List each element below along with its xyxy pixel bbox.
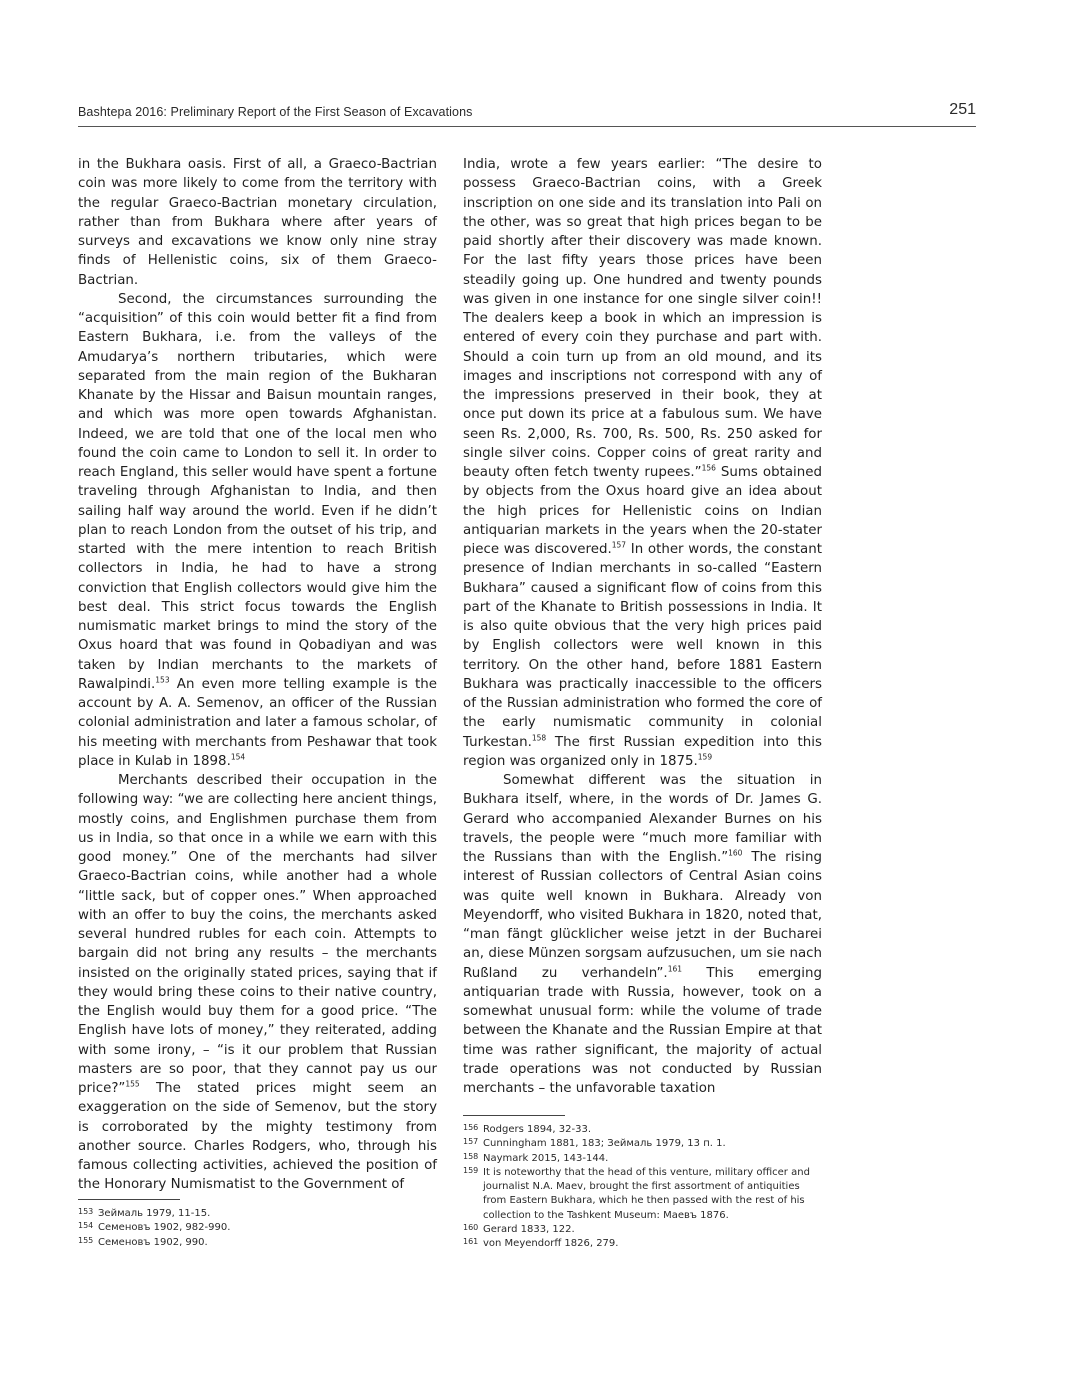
footnote [463,1223,822,1237]
footnote [78,1207,437,1221]
footnote-number: 158 [463,1151,479,1161]
footnote-ref[interactable]: 153 [155,675,170,685]
footnote-text: Зеймаль 1979, 11-15. [98,1208,211,1219]
footnote-number: 160 [463,1223,479,1233]
footnote-text: Cunningham 1881, 183; Зеймаль 1979, 13 п. 1. [483,1138,726,1150]
footnote-ref[interactable]: 154 [230,752,246,762]
footnote-number: 156 [463,1123,479,1132]
footnote-ref[interactable]: 160 [728,848,743,858]
footnotes-right [463,1123,822,1252]
footnote [463,1123,822,1137]
footnote [463,1152,822,1166]
footnote-text: Семеновъ 1902, 982-990. [98,1222,231,1234]
left-column [78,155,437,1195]
paragraph: India, wrote a few years earlier: “The desire to possess Graeco-Bactrian coins, with a Greek inscription on one side and its translation into Pali on the other, was so great that high prices began to be paid shortly after their discovery was made known. For the last fifty years those prices have been steadily going up. One hundred and twenty pounds was given in one instance for one single silver coin!! The dealers keep a book in which an impression is entered of every coin they purchase and part with. Should a coin turn up from an old mound, and its images and inscriptions not correspond with any of the impressions preserved in their book, they at once put down its price at a fabulous sum. We have seen Rs. 2,000, Rs. 700, Rs. 500, Rs. 250 asked for single silver coins. Copper coins of great rarity and beauty often fetch twenty rupees.”$^{156}$ Sums obtained by objects from the Oxus hoard give an idea about the high prices for Hellenistic coins on Indian antiquarian markets in the years when the 20-stater piece was discovered.$^{157}$ In other words, the constant presence of Indian merchants in so-called “Eastern Bukhara” caused a significant flow of coins from this part of the Khanate to British possessions in India. It is also quite obvious that the very high prices paid by English collectors were well known in this territory. On the other hand, before 1881 Eastern Bukhara was practically inaccessible to the officers of the Russian administration who formed the core of the early numismatic community in colonial Turkestan.$^{158}$ The first Russian expedition into this region was organized only in 1875.$^{159}$ [463,157,822,769]
footnote [463,1237,822,1251]
footnote-number: 153 [78,1207,94,1216]
footnote-text: Gerard 1833, 122. [483,1224,575,1236]
footnote-number: 159 [463,1165,479,1175]
footnote-text: Rodgers 1894, 32-33. [483,1124,592,1135]
footnote-text: von Meyendorff 1826, 279. [483,1238,619,1250]
footnote-divider [78,1199,180,1200]
footnote-number: 155 [78,1235,94,1245]
footnote-text: Семеновъ 1902, 990. [98,1236,208,1248]
paragraph: in the Bukhara oasis. First of all, a Graeco-Bactrian coin was more likely to come from the territory with the regular Graeco-Bactrian monetary circulation, rather than from Bukhara where after years of surveys and excavations we know only nine stray finds of Hellenistic coins, six of them Graeco-Bactrian. [78,157,437,288]
footnote-ref[interactable]: 158 [531,733,547,743]
page-number: 251 [949,101,976,118]
footnote-ref[interactable]: 157 [611,540,627,550]
footnote-text: Naymark 2015, 143-144. [483,1152,609,1164]
footnote-number: 161 [463,1237,479,1247]
footnote [78,1221,437,1235]
footnote-divider [463,1115,565,1116]
footnote-ref[interactable]: 155 [125,1079,140,1089]
footnote [463,1137,822,1151]
footnotes-left [78,1207,437,1250]
page-header [78,100,976,127]
footnote-text: It is noteworthy that the head of this venture, military officer and journalist N.A. Maev, brought the first assortment of antiquities from Eastern Bukhara, which he then passed with the rest of his collection to the Tashkent Museum: Маевъ 1876. [483,1166,810,1221]
footnote-number: 157 [463,1137,479,1147]
paragraph: Merchants described their occupation in the following way: “we are collecting here ancient things, mostly coins, and Englishmen purchase them from us in India, so that once in a while we earn with this good money.” One of the merchants had silver Graeco-Bactrian coins, while another had a whole “little sack, but of copper ones.” When approached with an offer to buy the coins, the merchants asked several hundred rubles for each coin. Attempts to bargain did not bring any results – the merchants insisted on the originally stated prices, saying that if they would bring these coins to their native country, the English would buy them for a good price. “The English have lots of money,” they reiterated, adding with some irony, – “is it our problem that Russian masters are so poor, that they cannot pay us our price?”$^{155}$ The stated prices might seem an exaggeration on the side of Semenov, but the story is corroborated by the mighty testimony from another source. Charles Rodgers, who, through his famous collecting activities, achieved the position of the Honorary Numismatist to the Government of [78,773,437,1193]
right-column [463,155,822,1098]
paragraph: Second, the circumstances surrounding the “acquisition” of this coin would better fit a find from Eastern Bukhara, i.e. from the valleys of the Amudarya’s northern tributaries, which were separated from the main region of the Bukharan Khanate by the Hissar and Baisun mountain ranges, and which was more open towards Afghanistan. Indeed, we are told that one of the local men who found the coin came to London to sell it. In order to reach England, this seller would have spent a fortune traveling through Afghanistan to India, and then sailing half way around the world. Even if he didn’t plan to reach London from the outset of his trip, and started with the mere intention to reach British collectors in India, he had to have a strong conviction that English collectors would give him the best deal. This strict focus towards the English numismatic market brings to mind the story of the Oxus hoard that was found in Qobadiyan and was taken by Indian merchants to the markets of Rawalpindi.$^{153}$ An even more telling example is the account by A. A. Semenov, an officer of the Russian colonial administration and later a famous scholar, of his meeting with merchants from Peshawar that took place in Kulab in 1898.$^{154}$ [78,291,437,769]
footnote [463,1166,822,1223]
footnote-ref[interactable]: 156 [701,463,716,473]
footnote-number: 154 [78,1221,94,1231]
footnote-ref[interactable]: 161 [667,964,683,974]
footnote [78,1236,437,1250]
footnote-ref[interactable]: 159 [697,752,713,762]
paragraph: Somewhat different was the situation in Bukhara itself, where, in the words of Dr. James G. Gerard who accompanied Alexander Burnes on his travels, the people were “much more familiar with the Russians than with the English.”$^{160}$ The rising interest of Russian collectors of Central Asian coins was quite well known in Bukhara. Already von Meyendorff, who visited Bukhara in 1820, noted that, “man fängt glücklicher weise jetzt in der Bucharei an, diese Münzen sorgsam aufzusuchen, um sie nach Rußland zu verhandeln”.$^{161}$ This emerging antiquarian trade with Russia, however, took on a somewhat unusual form: while the volume of trade between the Khanate and the Russian Empire at that time was rather significant, the majority of actual trade operations was not conducted by Russian merchants – the unfavorable taxation [463,773,822,1096]
running-title: Bashtepa 2016: Preliminary Report of the First Season of Excavations [78,105,473,119]
